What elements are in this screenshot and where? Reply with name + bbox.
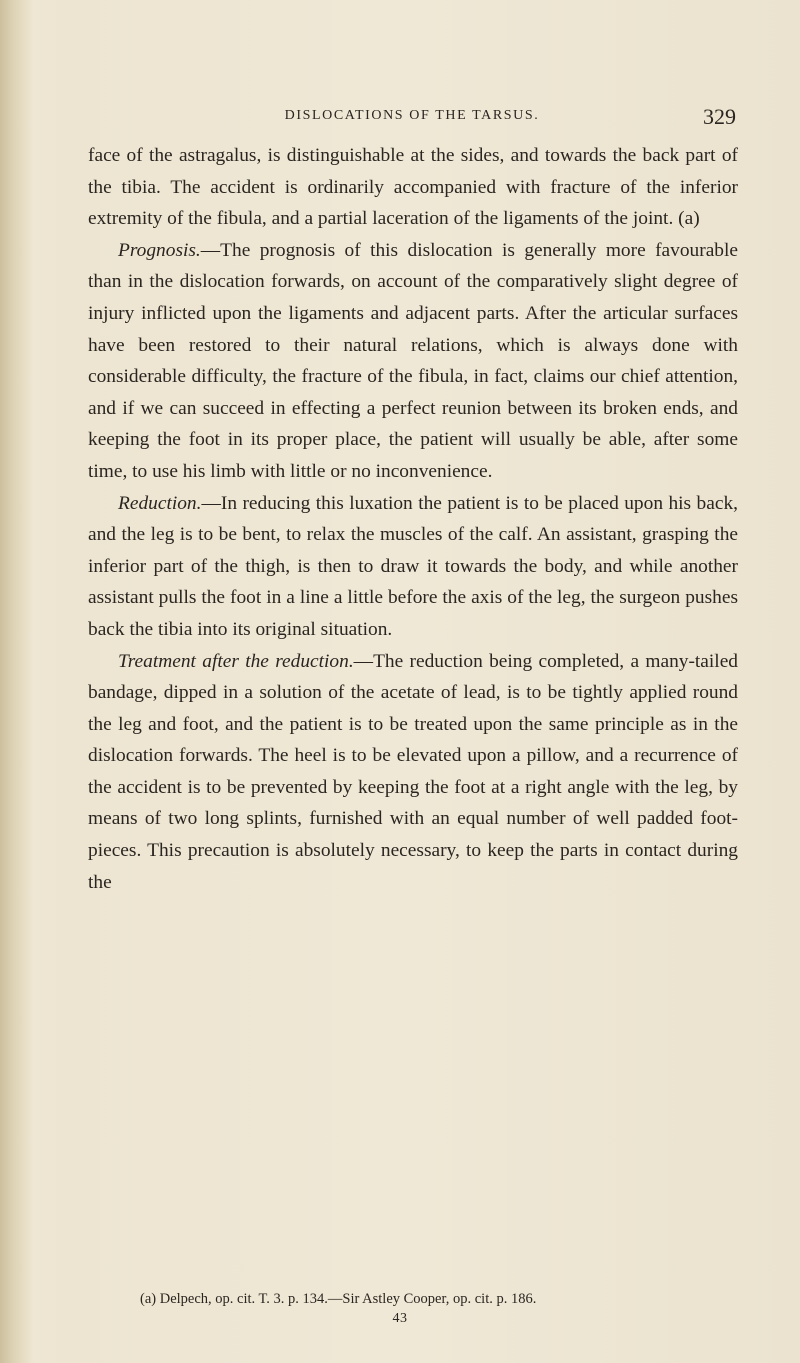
section-heading-treatment: Treatment after the reduction.	[118, 650, 354, 672]
section-heading-prognosis: Prognosis.	[118, 239, 201, 261]
paragraph-continuation	[88, 140, 738, 235]
paragraph-text: —The prognosis of this dislocation is generally more favourable than in the dislocation forwards, on account of the comparatively slight degree of injury inflicted upon the ligaments and adjacent parts. After the articular surfaces have been restored to their natural relations, which is always done with considerable difficulty, the fracture of the fibula, in fact, claims our chief attention, and if we can succeed in effecting a perfect reunion between its broken ends, and keeping the foot in its proper place, the patient will usually be able, after some time, to use his limb with little or no inconvenience.	[88, 239, 738, 482]
page-header	[88, 104, 736, 138]
body-text	[88, 140, 738, 898]
section-heading-reduction: Reduction.	[118, 492, 202, 514]
paragraph-text: —In reducing this luxation the patient is to be placed upon his back, and the leg is to be bent, to relax the muscles of the calf. An assistant, grasping the inferior part of the thigh, is then to draw it towards the body, and while another assistant pulls the foot in a line a little before the axis of the leg, the surgeon pushes back the tibia into its original situation.	[88, 492, 738, 640]
paragraph-prognosis	[88, 235, 738, 488]
footnote: (a) Delpech, op. cit. T. 3. p. 134.—Sir Astley Cooper, op. cit. p. 186.	[140, 1291, 537, 1307]
paragraph-reduction	[88, 488, 738, 646]
paragraph-text: face of the astragalus, is distinguishable at the sides, and towards the back part of the tibia. The accident is ordinarily accompanied with fracture of the inferior extremity of the fibula, and a partial laceration of the ligaments of the joint. (a)	[88, 145, 738, 230]
page-number: 329	[703, 104, 736, 129]
running-title: DISLOCATIONS OF THE TARSUS.	[284, 108, 540, 123]
signature-mark: 43	[392, 1311, 408, 1326]
page-binding-edge	[0, 0, 34, 1363]
paragraph-text: —The reduction being completed, a many-tailed bandage, dipped in a solution of the acetate of lead, is to be tightly applied round the leg and foot, and the patient is to be treated upon the same principle as in the dislocation forwards. The heel is to be elevated upon a pillow, and a recurrence of the accident is to be prevented by keeping the foot at a right angle with the leg, by means of two long splints, furnished with an equal number of well padded foot-pieces. This precaution is absolutely necessary, to keep the parts in contact during the	[88, 650, 738, 893]
paragraph-treatment	[88, 646, 738, 899]
